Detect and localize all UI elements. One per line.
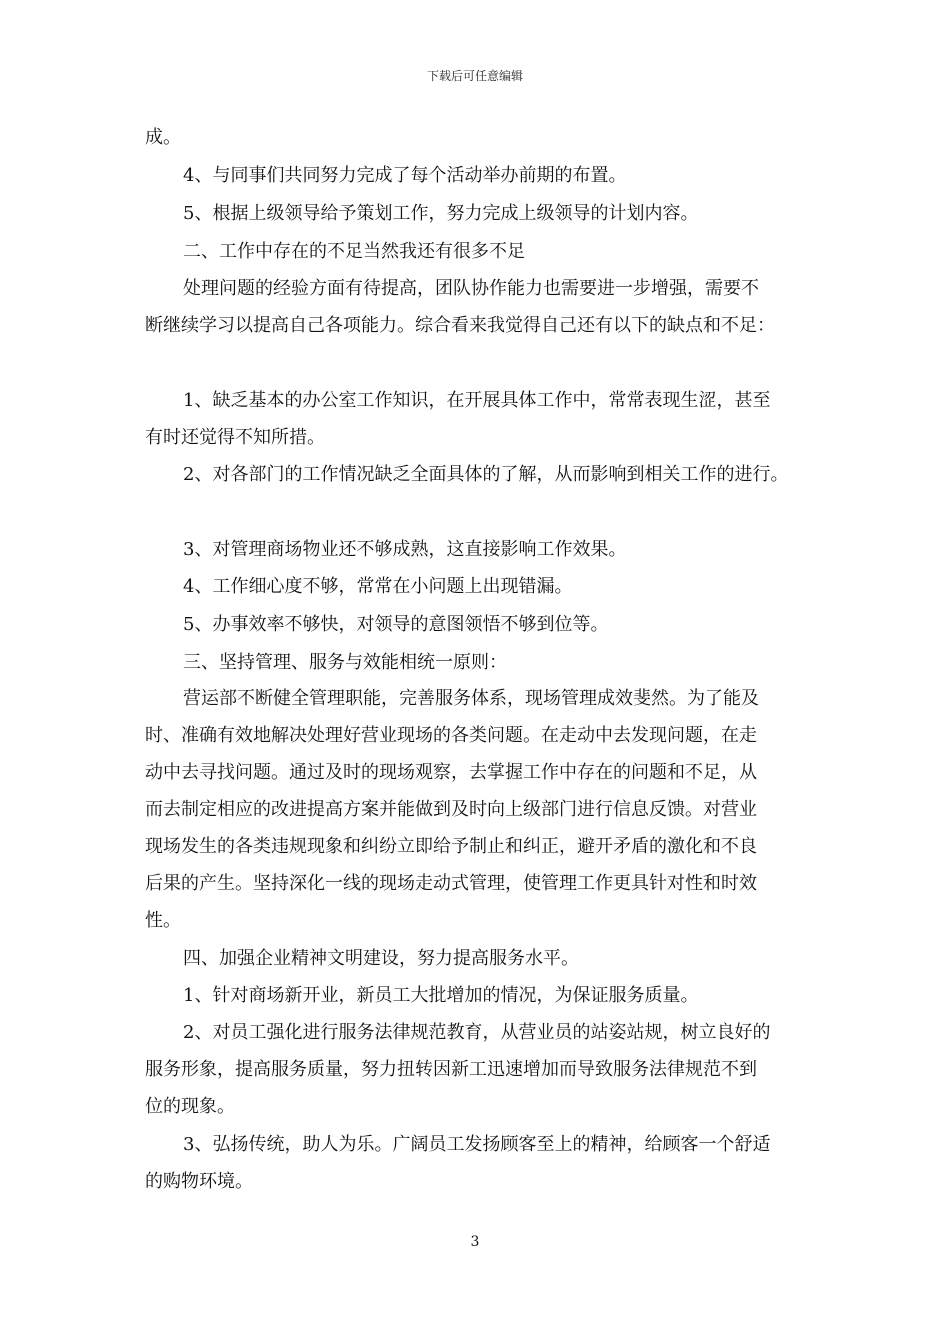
text-line: 有时还觉得不知所措。 bbox=[145, 427, 325, 448]
text-line: 而去制定相应的改进提高方案并能做到及时向上级部门进行信息反馈。对营业 bbox=[145, 799, 757, 820]
text-line: 4、与同事们共同努力完成了每个活动举办前期的布置。 bbox=[183, 165, 627, 186]
text-line: 服务形象，提高服务质量，努力扭转因新工迅速增加而导致服务法律规范不到 bbox=[145, 1059, 757, 1080]
text-line: 时、准确有效地解决处理好营业现场的各类问题。在走动中去发现问题，在走 bbox=[145, 725, 757, 746]
page-header: 下载后可任意编辑 bbox=[426, 69, 523, 83]
text-line: 3、对管理商场物业还不够成熟，这直接影响工作效果。 bbox=[183, 539, 627, 560]
section-heading: 二、工作中存在的不足当然我还有很多不足 bbox=[183, 241, 525, 262]
section-heading: 三、坚持管理、服务与效能相统一原则： bbox=[183, 652, 507, 673]
text-line: 性。 bbox=[145, 910, 181, 931]
text-line: 成。 bbox=[145, 127, 181, 148]
text-line: 后果的产生。坚持深化一线的现场走动式管理，使管理工作更具针对性和时效 bbox=[145, 873, 757, 894]
text-line: 1、缺乏基本的办公室工作知识，在开展具体工作中，常常表现生涩，甚至 bbox=[183, 390, 771, 411]
page-number: 3 bbox=[470, 1234, 480, 1250]
text-line: 现场发生的各类违规现象和纠纷立即给予制止和纠正，避开矛盾的激化和不良 bbox=[145, 836, 757, 857]
text-line: 3、弘扬传统，助人为乐。广阔员工发扬顾客至上的精神，给顾客一个舒适 bbox=[183, 1134, 771, 1155]
text-line: 2、对员工强化进行服务法律规范教育，从营业员的站姿站规，树立良好的 bbox=[183, 1022, 771, 1043]
text-line: 2、对各部门的工作情况缺乏全面具体的了解，从而影响到相关工作的进行。 bbox=[183, 464, 789, 485]
text-line: 4、工作细心度不够，常常在小问题上出现错漏。 bbox=[183, 576, 573, 597]
text-line: 处理问题的经验方面有待提高，团队协作能力也需要进一步增强，需要不 bbox=[183, 278, 759, 299]
text-line: 5、根据上级领导给予策划工作，努力完成上级领导的计划内容。 bbox=[183, 203, 699, 224]
text-line: 的购物环境。 bbox=[145, 1171, 253, 1192]
section-heading: 四、加强企业精神文明建设，努力提高服务水平。 bbox=[183, 948, 579, 969]
text-line: 1、针对商场新开业，新员工大批增加的情况，为保证服务质量。 bbox=[183, 985, 699, 1006]
text-line: 断继续学习以提高自己各项能力。综合看来我觉得自己还有以下的缺点和不足： bbox=[145, 315, 775, 336]
text-line: 5、办事效率不够快，对领导的意图领悟不够到位等。 bbox=[183, 614, 609, 635]
text-line: 位的现象。 bbox=[145, 1096, 235, 1117]
text-line: 营运部不断健全管理职能，完善服务体系，现场管理成效斐然。为了能及 bbox=[183, 688, 759, 709]
text-line: 动中去寻找问题。通过及时的现场观察，去掌握工作中存在的问题和不足，从 bbox=[145, 762, 757, 783]
